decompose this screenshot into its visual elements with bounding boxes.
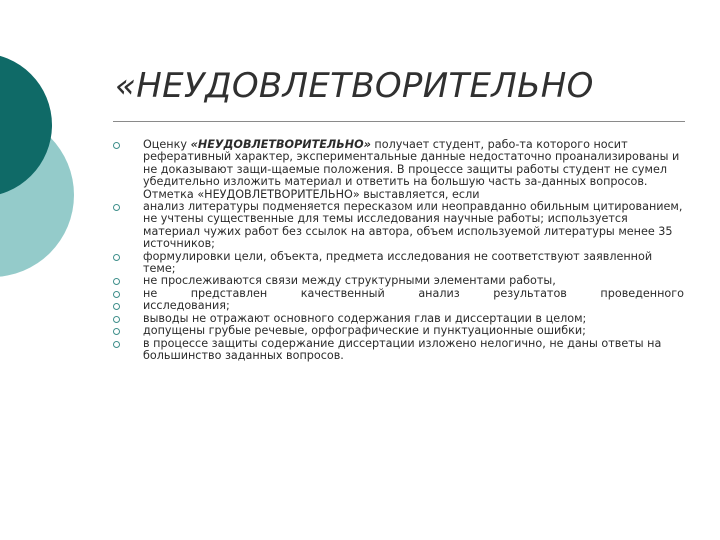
bullet-item — [112, 201, 684, 251]
ring-bullet-icon — [113, 254, 120, 261]
ring-bullet-icon — [113, 142, 120, 149]
bullet-list — [112, 139, 684, 362]
ring-bullet-icon — [113, 303, 120, 310]
bullet-text: выводы не отражают основного содержания глав и диссертации в целом; — [143, 311, 587, 325]
bullet-text: в процессе защиты содержание диссертации изложено нелогично, не даны ответы на большинство заданных вопросов. — [143, 336, 662, 362]
bullet-emphasis: «НЕУДОВЛЕТВОРИТЕЛЬНО» — [190, 138, 371, 151]
bullet-text: допущены грубые речевые, орфографические и пунктуационные ошибки; — [143, 324, 586, 338]
slide-title: «НЕУДОВЛЕТВОРИТЕЛЬНО — [115, 66, 594, 106]
bullet-item — [112, 275, 684, 287]
bullet-item — [112, 251, 684, 276]
bullet-text: формулировки цели, объекта, предмета исследования не соответствуют заявленной теме; — [143, 249, 653, 276]
bullet-text: исследования; — [143, 299, 230, 313]
ring-bullet-icon — [113, 328, 120, 335]
bullet-item — [112, 338, 684, 363]
title-divider — [113, 121, 685, 122]
bullet-text: анализ литературы подменяется пересказом или неоправданно обильным цитированием, не учтены существенные для темы исследования научные работы; используется материал чужих работ без ссылок на автора, объем используемой литературы менее 35 источников; — [143, 200, 683, 251]
bullet-text: не прослеживаются связи между структурными элементами работы, — [143, 274, 556, 288]
ring-bullet-icon — [113, 278, 120, 285]
ring-bullet-icon — [113, 316, 120, 323]
ring-bullet-icon — [113, 291, 120, 298]
bullet-item — [112, 139, 684, 201]
ring-bullet-icon — [113, 204, 120, 211]
bullet-lead: Оценку — [143, 138, 191, 151]
ring-bullet-icon — [113, 341, 120, 348]
bullet-text: не представлен качественный анализ результатов проведенного — [143, 286, 684, 300]
bullet-text: получает студент, рабо-та которого носит реферативный характер, экспериментальные данные недостаточно проанализированы и не доказывают защи-щаемые положения. В процессе защиты работы студент не сумел убедительно изложить материал и ответить на большую часть за-данных вопросов. Отметка «НЕУДОВЛЕТВОРИТЕЛЬНО» выставляется, если — [143, 138, 680, 201]
